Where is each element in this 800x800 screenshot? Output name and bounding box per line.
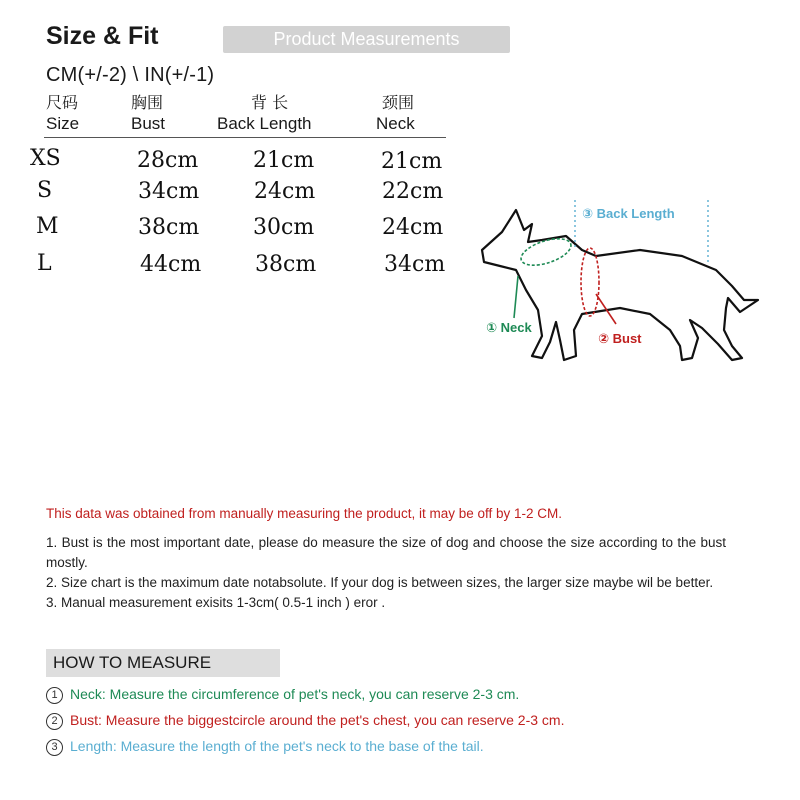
number-badge: 3: [46, 739, 63, 756]
bust-cell-xs: 28cm: [137, 148, 199, 173]
back-length-label: ③ Back Length: [582, 206, 675, 221]
number-badge: 2: [46, 713, 63, 730]
units-note: CM(+/-2) \ IN(+/-1): [46, 64, 215, 86]
how-to-item-length: [46, 738, 484, 756]
how-to-item-neck: [46, 686, 519, 704]
neck-cell-xs: 21cm: [381, 149, 443, 174]
size-cell-xs: XS: [30, 146, 61, 171]
bust-label: ② Bust: [598, 331, 642, 346]
col-header-neck: [376, 92, 415, 134]
size-cell-l: L: [37, 251, 52, 276]
col-header-bust-en: Bust: [131, 114, 166, 133]
neck-cell-l: 34cm: [384, 252, 446, 277]
bust-cell-s: 34cm: [138, 179, 200, 204]
accuracy-warning: This data was obtained from manually measuring the product, it may be off by 1-2 CM.: [46, 506, 562, 521]
col-header-back-length: [217, 92, 312, 134]
neck-label: ① Neck: [486, 320, 532, 335]
col-header-size: [46, 92, 79, 134]
note-item: 1. Bust is the most important date, please do measure the size of dog and choose the size according to the bust mostly.: [46, 535, 726, 570]
how-to-item-bust: [46, 712, 564, 730]
bust-ring: [581, 248, 599, 316]
how-to-text: Bust: Measure the biggestcircle around the pet's chest, you can reserve 2-3 cm.: [70, 712, 565, 728]
neck-pointer: [514, 276, 518, 318]
col-header-bust: [131, 92, 165, 134]
note-item: 3. Manual measurement exisits 1-3cm( 0.5-1 inch ) eror .: [46, 595, 386, 610]
col-header-bust-cn: 胸围: [131, 93, 164, 112]
note-item: 2. Size chart is the maximum date notabsolute. If your dog is between sizes, the larger size maybe wil be better.: [46, 575, 714, 590]
size-cell-s: S: [37, 178, 53, 203]
back-length-cell-s: 24cm: [254, 179, 316, 204]
neck-cell-m: 24cm: [382, 215, 444, 240]
col-header-neck-en: Neck: [376, 114, 415, 133]
neck-cell-s: 22cm: [382, 179, 444, 204]
col-header-size-cn: 尺码: [46, 93, 79, 112]
col-header-size-en: Size: [46, 114, 80, 133]
back-length-cell-xs: 21cm: [253, 148, 315, 173]
header-divider: [44, 137, 446, 138]
how-to-measure-heading: HOW TO MEASURE: [46, 649, 280, 677]
how-to-text: Length: Measure the length of the pet's neck to the base of the tail.: [70, 738, 484, 754]
back-length-cell-m: 30cm: [253, 215, 315, 240]
col-header-neck-cn: 颈围: [382, 93, 415, 112]
back-length-cell-l: 38cm: [255, 252, 317, 277]
bust-cell-l: 44cm: [140, 252, 202, 277]
notes-list: [46, 533, 726, 613]
how-to-text: Neck: Measure the circumference of pet's neck, you can reserve 2-3 cm.: [70, 686, 520, 702]
col-header-back-length-en: Back Length: [217, 114, 312, 133]
col-header-back-length-cn: 背 长: [251, 93, 289, 112]
product-measurements-badge: Product Measurements: [223, 26, 510, 53]
size-cell-m: M: [36, 214, 59, 239]
bust-cell-m: 38cm: [138, 215, 200, 240]
number-badge: 1: [46, 687, 63, 704]
page-title: Size & Fit: [46, 22, 159, 50]
